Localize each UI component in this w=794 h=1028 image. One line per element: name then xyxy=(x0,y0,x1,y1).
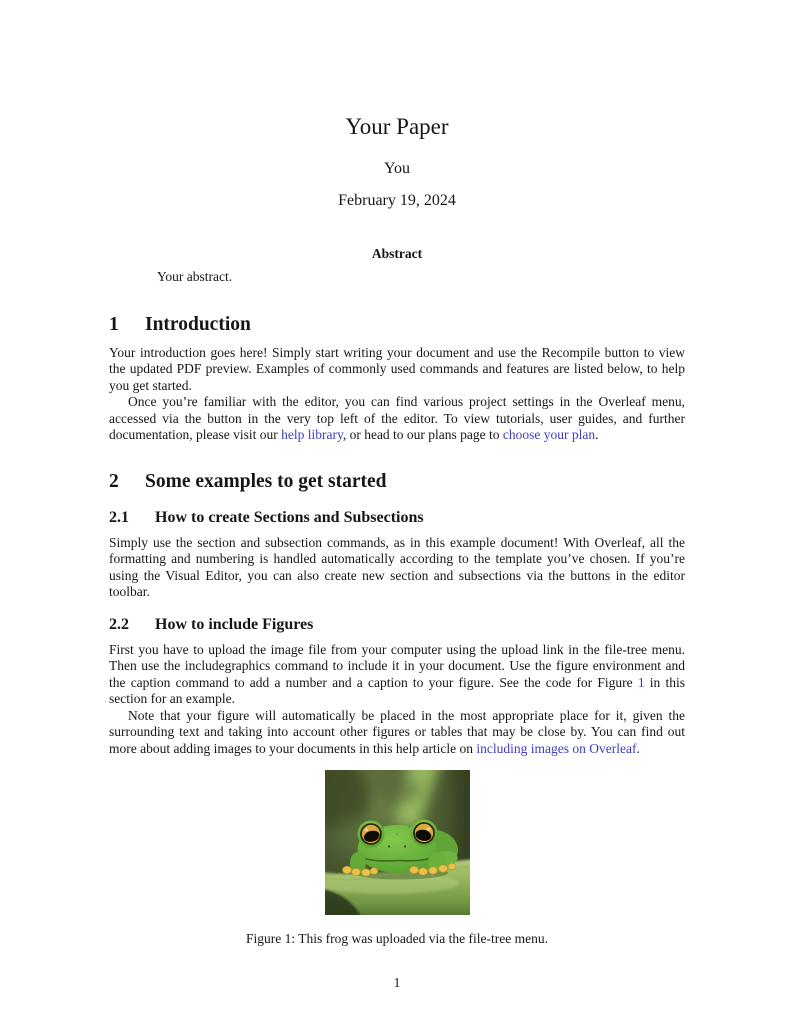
subsection-title: How to create Sections and Subsections xyxy=(155,508,424,526)
paper-title: Your Paper xyxy=(345,114,449,139)
figure-1-block xyxy=(109,770,685,947)
paragraph-text: Note that your figure will automatically be placed in the most appropriate place for it, given the surrounding text and taking into account other figures or tables that may be close by. You can find out more about adding images to your documents in this help article on xyxy=(109,707,685,756)
paragraph-text: in this section for an example. xyxy=(109,674,686,706)
figure-1-caption: Figure 1: This frog was uploaded via the file-tree menu. xyxy=(246,931,548,946)
paper-date: February 19, 2024 xyxy=(338,192,456,209)
subsection-number: 2.1 xyxy=(109,508,129,526)
intro-paragraph-2 xyxy=(109,394,685,444)
section-title: Introduction xyxy=(145,313,251,335)
section-title: Some examples to get started xyxy=(145,470,387,492)
choose-your-plan-link[interactable]: choose your plan xyxy=(502,427,596,442)
paper-author: You xyxy=(384,160,410,177)
subsection-2-1-heading xyxy=(109,508,685,528)
frog-figure-image xyxy=(325,770,470,915)
subsection-number: 2.2 xyxy=(109,615,129,633)
paragraph-text: , or head to our plans page to xyxy=(342,427,503,442)
subsection-title: How to include Figures xyxy=(155,615,314,633)
paragraph-text: First you have to upload the image file from your computer using the upload link in the file-tree menu. Then use the includegraphics command to include it in your document. Use the figure environment and the caption command to add a number and a caption to your figure. See the code for Figure xyxy=(109,641,685,690)
section-number: 1 xyxy=(109,313,119,335)
paragraph-text: . xyxy=(636,740,640,756)
intro-paragraph-1: Your introduction goes here! Simply start writing your document and use the Recompile button to view the updated PDF preview. Examples of commonly used commands and features are listed below, to help you get started. xyxy=(109,344,685,393)
paragraph-text: Once you’re familiar with the editor, you can find various project settings in the Overleaf menu, accessed via the button in the very top left of the editor. To view tutorials, user guides, and further documentation, please visit our xyxy=(109,394,685,442)
figures-paragraph-1 xyxy=(109,642,685,708)
section-number: 2 xyxy=(109,470,119,492)
subsection-2-2-heading xyxy=(109,615,685,635)
section-2-heading xyxy=(109,469,685,494)
page-number: 1 xyxy=(393,975,401,990)
subsection-2-1-paragraph: Simply use the section and subsection commands, as in this example document! With Overleaf, all the formatting and numbering is handled automatically according to the template you’ve chosen. If you’re using the Visual Editor, you can also create new section and subsections via the buttons in the editor toolbar. xyxy=(109,534,685,599)
abstract-heading: Abstract xyxy=(371,246,423,261)
figure-1-reference-link[interactable]: 1 xyxy=(637,674,645,690)
including-images-on-overleaf-link[interactable]: including images on Overleaf xyxy=(476,740,637,756)
help-library-link[interactable]: help library xyxy=(281,427,343,442)
abstract-text: Your abstract. xyxy=(157,269,233,284)
figures-paragraph-2 xyxy=(109,708,685,758)
section-1-heading xyxy=(109,312,685,337)
paragraph-text: . xyxy=(595,427,599,442)
